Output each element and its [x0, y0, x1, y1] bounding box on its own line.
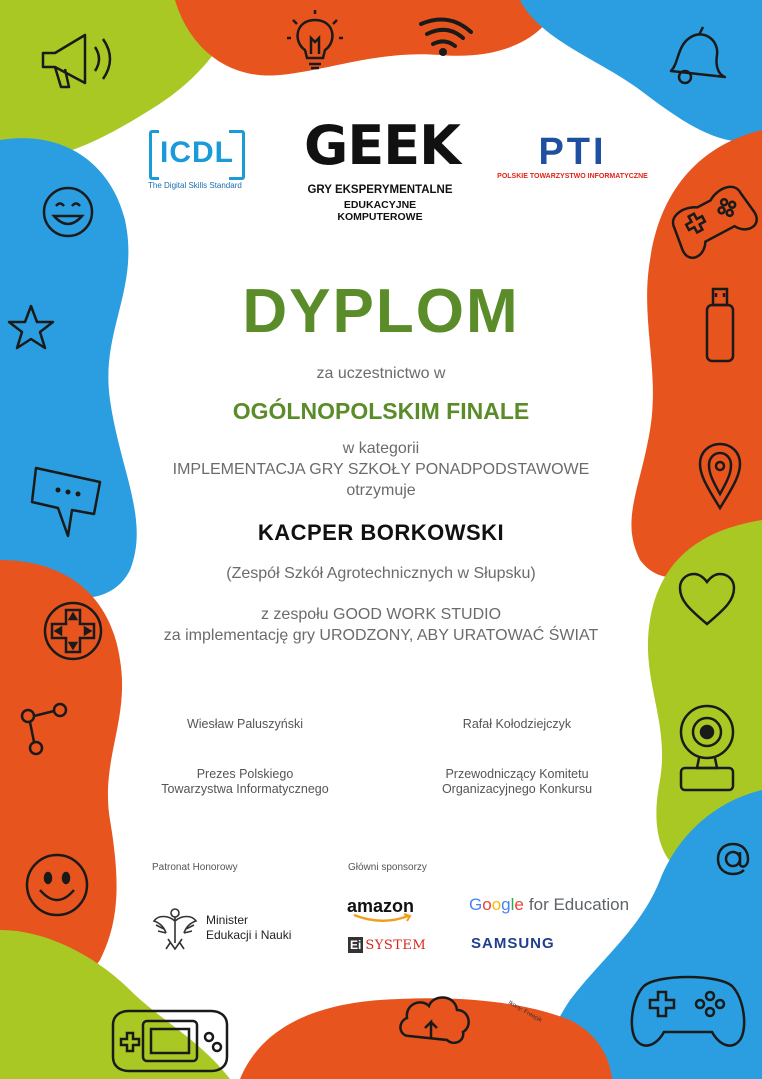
google-suffix: for Education: [528, 895, 630, 914]
geek-logo: [300, 114, 460, 223]
finale-heading: OGÓLNOPOLSKIM FINALE: [232, 398, 530, 424]
pti-tagline: POLSKIE TOWARZYSTWO INFORMATYCZNE: [497, 173, 648, 180]
happy-face-icon: [22, 850, 92, 920]
megaphone-icon: [35, 25, 125, 95]
signature-role-1a: Prezes Polskiego: [196, 767, 294, 781]
receives-text: otrzymuje: [346, 482, 416, 499]
wifi-icon: [415, 10, 475, 60]
amazon-logo: amazon: [347, 896, 415, 916]
category-value: IMPLEMENTACJA GRY SZKOŁY PONADPODSTAWOWE: [172, 461, 590, 478]
google-for-education-logo: [469, 895, 629, 915]
signature-role-2a: Przewodniczący Komitetu: [445, 767, 589, 781]
diploma-title: DYPLOM: [242, 277, 520, 346]
smiley-icon: [38, 182, 98, 242]
participation-text: za uczestnictwo w: [316, 365, 446, 382]
gamepad-icon: [665, 170, 760, 270]
recipient-name: KACPER BORKOWSKI: [257, 520, 505, 545]
category-label: w kategorii: [342, 440, 420, 457]
handheld-console-icon: [105, 1005, 235, 1075]
at-sign-icon: [712, 838, 754, 880]
bell-icon: [655, 15, 735, 90]
google-wordmark: Google: [469, 895, 524, 914]
minister-line-2: Edukacji i Nauki: [206, 928, 292, 942]
minister-line-1: Minister: [206, 913, 249, 927]
school-name: (Zespół Szkół Agrotechnicznych w Słupsku): [226, 565, 536, 582]
lightbulb-icon: [285, 8, 345, 74]
eisystem-prefix: Ei: [350, 938, 362, 952]
sponsors-label: Główni sponsorzy: [348, 862, 427, 873]
samsung-logo: SAMSUNG: [471, 935, 555, 952]
icon-credits: Ikony: Freepik: [507, 1000, 543, 1025]
signature-name-1: Wiesław Paluszyński: [186, 717, 303, 731]
signature-role-2b: Organizacyjnego Konkursu: [441, 782, 593, 796]
cloud-icon: [395, 988, 475, 1050]
webcam-icon: [675, 700, 740, 795]
eisystem-text: SYSTEM: [365, 938, 427, 953]
icdl-logo-text: ICDL: [160, 136, 234, 169]
game-text: za implementację gry URODZONY, ABY URATOWAĆ ŚWIAT: [163, 627, 599, 644]
patronage-label: Patronat Honorowy: [152, 862, 238, 873]
geek-line-2: EDUKACYJNE KOMPUTEROWE: [337, 199, 423, 223]
eagle-emblem-icon: [150, 903, 200, 953]
amazon-smile-icon: [352, 912, 414, 924]
icdl-tagline: The Digital Skills Standard: [148, 181, 242, 190]
pti-logo-text: PTI: [538, 131, 607, 173]
geek-logo-text: GEEK: [304, 114, 460, 177]
signature-name-2: Rafał Kołodziejczyk: [462, 717, 572, 731]
geek-line-1: GRY EKSPERYMENTALNE: [307, 184, 453, 196]
icdl-logo: [145, 130, 255, 196]
gamepad-icon: [628, 966, 748, 1052]
eisystem-logo: [348, 936, 426, 954]
signature-role-1b: Towarzystwa Informatycznego: [161, 782, 329, 796]
team-text: z zespołu GOOD WORK STUDIO: [260, 606, 502, 623]
pti-logo: [490, 131, 655, 185]
molecule-icon: [18, 698, 68, 758]
